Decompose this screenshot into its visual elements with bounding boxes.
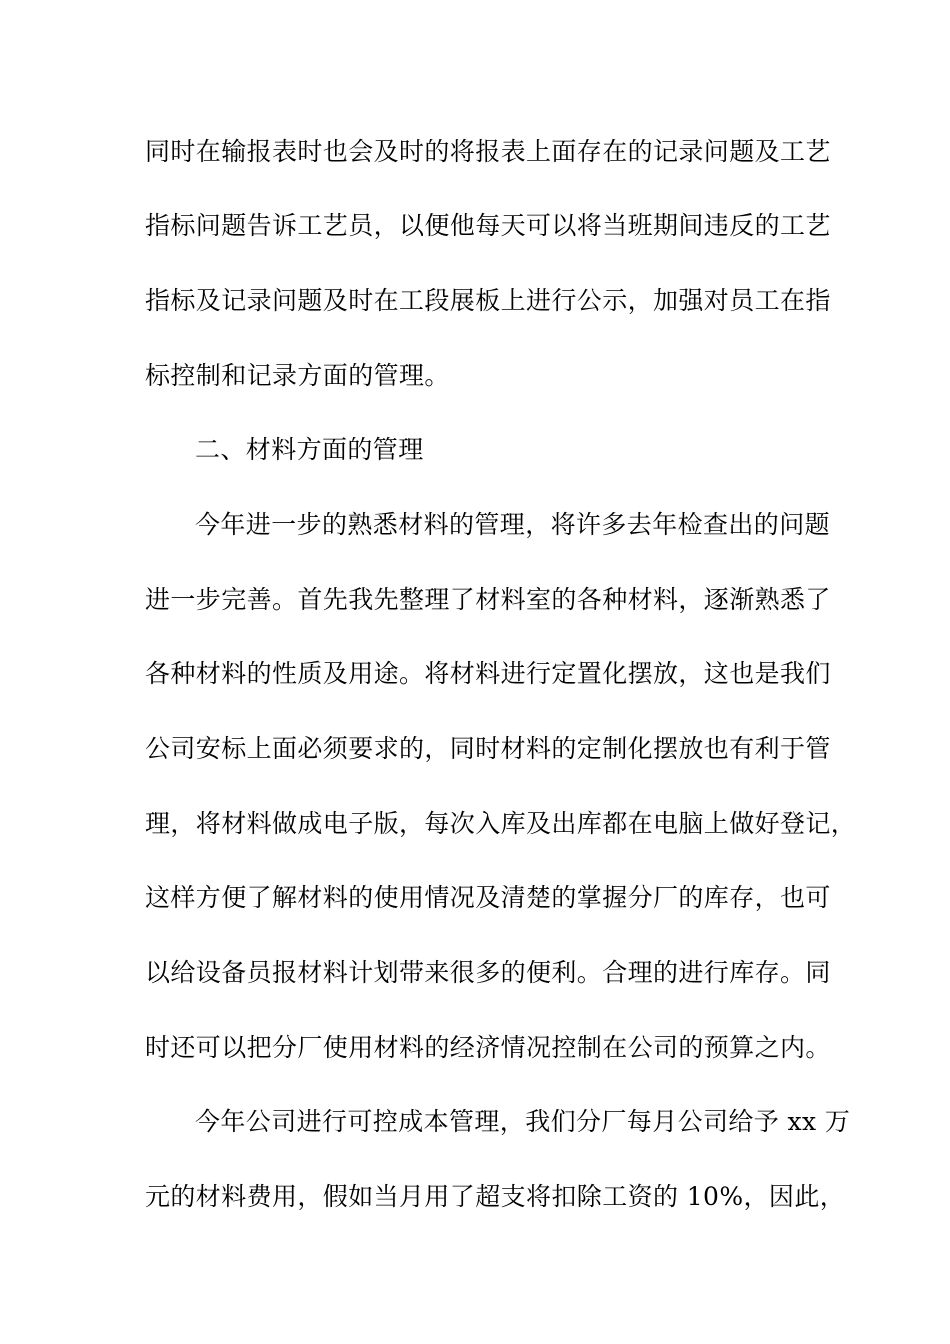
paragraph-line: 进一步完善。首先我先整理了材料室的各种材料，逐渐熟悉了	[145, 585, 831, 614]
paragraph-line: 元的材料费用，假如当月用了超支将扣除工资的 10%，因此，	[145, 1182, 846, 1211]
paragraph-line: 时还可以把分厂使用材料的经济情况控制在公司的预算之内。	[145, 1033, 831, 1062]
paragraph-line: 指标及记录问题及时在工段展板上进行公示，加强对员工在指	[145, 286, 831, 315]
paragraph-line: 公司安标上面必须要求的，同时材料的定制化摆放也有利于管	[145, 734, 831, 763]
paragraph-line: 今年进一步的熟悉材料的管理，将许多去年检查出的问题	[195, 510, 831, 539]
paragraph-line: 同时在输报表时也会及时的将报表上面存在的记录问题及工艺	[145, 137, 831, 166]
paragraph-line: 这样方便了解材料的使用情况及清楚的掌握分厂的库存，也可	[145, 883, 831, 912]
paragraph-line: 各种材料的性质及用途。将材料进行定置化摆放，这也是我们	[145, 659, 831, 688]
paragraph-line: 今年公司进行可控成本管理，我们分厂每月公司给予 xx 万	[195, 1107, 851, 1136]
section-heading: 二、材料方面的管理	[195, 435, 424, 464]
paragraph-line: 理，将材料做成电子版，每次入库及出库都在电脑上做好登记，	[145, 809, 857, 838]
paragraph-line: 指标问题告诉工艺员，以便他每天可以将当班期间违反的工艺	[145, 211, 831, 240]
paragraph-line: 标控制和记录方面的管理。	[145, 361, 450, 390]
paragraph-line: 以给设备员报材料计划带来很多的便利。合理的进行库存。同	[145, 958, 831, 987]
